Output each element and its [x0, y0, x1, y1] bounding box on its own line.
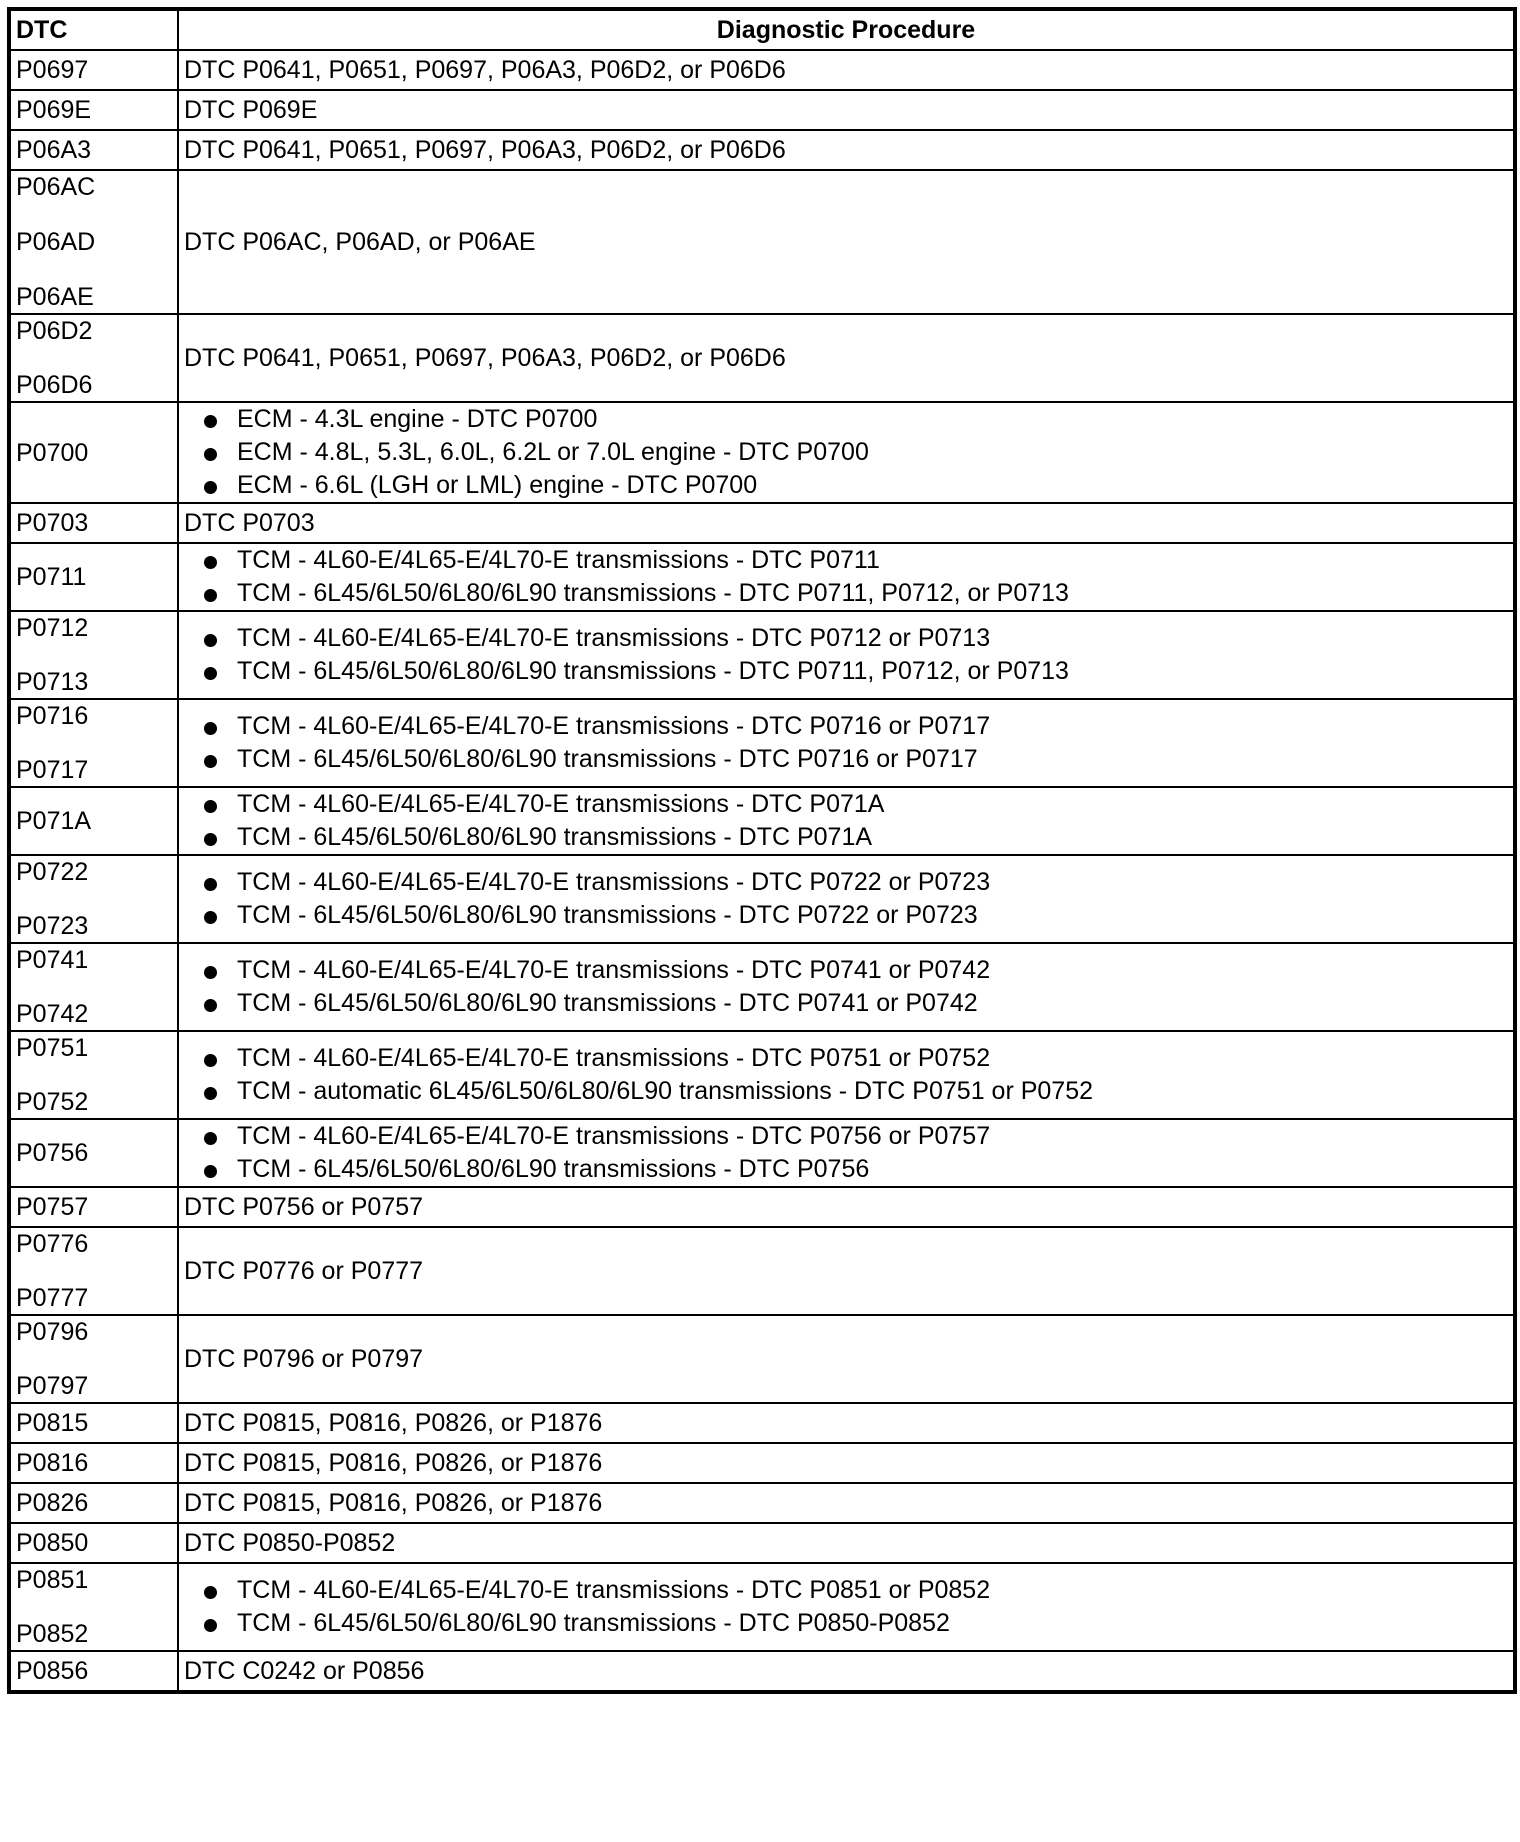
table-row	[9, 611, 1515, 699]
dtc-code: P06D6	[16, 371, 93, 399]
dtc-cell	[9, 1187, 178, 1227]
dtc-code: P0713	[16, 668, 89, 696]
procedure-cell	[178, 50, 1515, 90]
procedure-cell	[178, 170, 1515, 314]
procedure-cell	[178, 611, 1515, 699]
dtc-cell	[9, 699, 178, 787]
dtc-code: P06AE	[16, 283, 94, 311]
dtc-code: P0742	[16, 1000, 89, 1028]
procedure-cell	[178, 787, 1515, 855]
procedure-bullet-list	[184, 710, 1508, 776]
procedure-text: DTC P0850-P0852	[184, 1529, 396, 1557]
procedure-text: DTC C0242 or P0856	[184, 1657, 425, 1685]
table-row	[9, 1119, 1515, 1187]
dtc-cell	[9, 1227, 178, 1315]
dtc-cell	[9, 611, 178, 699]
table-row	[9, 1403, 1515, 1443]
dtc-cell	[9, 90, 178, 130]
procedure-bullet-list	[184, 1042, 1508, 1108]
procedure-bullet-item: TCM - automatic 6L45/6L50/6L80/6L90 transmissions - DTC P0751 or P0752	[204, 1075, 1508, 1108]
dtc-code: P0697	[16, 56, 89, 84]
table-row	[9, 1187, 1515, 1227]
procedure-bullet-item: TCM - 4L60-E/4L65-E/4L70-E transmissions - DTC P0722 or P0723	[204, 866, 1508, 899]
dtc-code: P0856	[16, 1657, 89, 1685]
dtc-code: P0852	[16, 1620, 89, 1648]
procedure-bullet-item: TCM - 6L45/6L50/6L80/6L90 transmissions - DTC P0850-P0852	[204, 1607, 1508, 1640]
table-row	[9, 50, 1515, 90]
procedure-bullet-item: TCM - 4L60-E/4L65-E/4L70-E transmissions - DTC P0712 or P0713	[204, 622, 1508, 655]
table-row	[9, 1443, 1515, 1483]
dtc-cell	[9, 943, 178, 1031]
procedure-bullet-list	[184, 866, 1508, 932]
procedure-bullet-item: TCM - 4L60-E/4L65-E/4L70-E transmissions - DTC P0741 or P0742	[204, 954, 1508, 987]
table-row	[9, 855, 1515, 943]
dtc-cell	[9, 314, 178, 402]
procedure-cell	[178, 1031, 1515, 1119]
procedure-cell	[178, 1651, 1515, 1692]
procedure-cell	[178, 855, 1515, 943]
dtc-code: P0703	[16, 509, 89, 537]
table-row	[9, 1227, 1515, 1315]
procedure-text: DTC P0815, P0816, P0826, or P1876	[184, 1409, 603, 1437]
dtc-cell	[9, 130, 178, 170]
procedure-cell	[178, 543, 1515, 611]
dtc-cell	[9, 1031, 178, 1119]
dtc-code: P0717	[16, 756, 89, 784]
procedure-bullet-item: TCM - 6L45/6L50/6L80/6L90 transmissions - DTC P0716 or P0717	[204, 743, 1508, 776]
procedure-cell	[178, 1187, 1515, 1227]
procedure-text: DTC P0815, P0816, P0826, or P1876	[184, 1489, 603, 1517]
dtc-cell	[9, 1443, 178, 1483]
table-row	[9, 1315, 1515, 1403]
dtc-cell	[9, 503, 178, 543]
procedure-bullet-item: ECM - 4.8L, 5.3L, 6.0L, 6.2L or 7.0L engine - DTC P0700	[204, 436, 1508, 469]
table-row	[9, 699, 1515, 787]
table-row	[9, 787, 1515, 855]
procedure-bullet-item: TCM - 4L60-E/4L65-E/4L70-E transmissions - DTC P0751 or P0752	[204, 1042, 1508, 1075]
dtc-code: P0752	[16, 1088, 89, 1116]
procedure-cell	[178, 90, 1515, 130]
procedure-cell	[178, 130, 1515, 170]
dtc-cell	[9, 1563, 178, 1651]
procedure-cell	[178, 1119, 1515, 1187]
procedure-bullet-item: TCM - 4L60-E/4L65-E/4L70-E transmissions - DTC P0756 or P0757	[204, 1120, 1508, 1153]
table-row	[9, 1483, 1515, 1523]
dtc-cell	[9, 1483, 178, 1523]
dtc-cell	[9, 1651, 178, 1692]
table-row	[9, 943, 1515, 1031]
dtc-code: P0751	[16, 1034, 89, 1062]
procedure-cell	[178, 943, 1515, 1031]
procedure-bullet-list	[184, 544, 1508, 610]
procedure-cell	[178, 1563, 1515, 1651]
dtc-code: P0816	[16, 1449, 89, 1477]
dtc-code: P0850	[16, 1529, 89, 1557]
dtc-procedure-table	[7, 7, 1517, 1694]
dtc-code: P0776	[16, 1230, 89, 1258]
dtc-cell	[9, 1523, 178, 1563]
procedure-cell	[178, 1483, 1515, 1523]
dtc-column-header: DTC	[9, 9, 178, 50]
procedure-bullet-list	[184, 1574, 1508, 1640]
procedure-bullet-item: TCM - 4L60-E/4L65-E/4L70-E transmissions - DTC P0851 or P0852	[204, 1574, 1508, 1607]
dtc-code: P0722	[16, 858, 89, 886]
dtc-cell	[9, 170, 178, 314]
dtc-code: P0777	[16, 1284, 89, 1312]
table-row	[9, 130, 1515, 170]
dtc-cell	[9, 50, 178, 90]
procedure-cell	[178, 699, 1515, 787]
procedure-text: DTC P069E	[184, 96, 318, 124]
procedure-bullet-item: TCM - 6L45/6L50/6L80/6L90 transmissions - DTC P0711, P0712, or P0713	[204, 655, 1508, 688]
procedure-cell	[178, 1443, 1515, 1483]
table-body	[9, 50, 1515, 1692]
procedure-text: DTC P0641, P0651, P0697, P06A3, P06D2, or P06D6	[184, 56, 786, 84]
procedure-bullet-item: TCM - 4L60-E/4L65-E/4L70-E transmissions - DTC P071A	[204, 788, 1508, 821]
dtc-code: P0826	[16, 1489, 89, 1517]
procedure-text: DTC P0756 or P0757	[184, 1193, 424, 1221]
procedure-cell	[178, 1523, 1515, 1563]
dtc-code: P06AC	[16, 173, 96, 201]
procedure-cell	[178, 1227, 1515, 1315]
dtc-code: P0711	[16, 563, 87, 591]
dtc-code: P0815	[16, 1409, 89, 1437]
table-row	[9, 170, 1515, 314]
procedure-text: DTC P0776 or P0777	[184, 1257, 424, 1285]
procedure-bullet-item: TCM - 6L45/6L50/6L80/6L90 transmissions - DTC P071A	[204, 821, 1508, 854]
procedure-bullet-item: TCM - 6L45/6L50/6L80/6L90 transmissions - DTC P0722 or P0723	[204, 899, 1508, 932]
procedure-cell	[178, 503, 1515, 543]
procedure-bullet-item: ECM - 6.6L (LGH or LML) engine - DTC P0700	[204, 469, 1508, 502]
dtc-code: P0796	[16, 1318, 89, 1346]
table-row	[9, 314, 1515, 402]
procedure-text: DTC P06AC, P06AD, or P06AE	[184, 228, 536, 256]
procedure-bullet-item: TCM - 4L60-E/4L65-E/4L70-E transmissions - DTC P0711	[204, 544, 1508, 577]
procedure-text: DTC P0796 or P0797	[184, 1345, 424, 1373]
dtc-code: P0757	[16, 1193, 89, 1221]
dtc-code: P069E	[16, 96, 92, 124]
procedure-text: DTC P0815, P0816, P0826, or P1876	[184, 1449, 603, 1477]
dtc-cell	[9, 402, 178, 503]
dtc-code: P0712	[16, 614, 89, 642]
dtc-code: P06A3	[16, 136, 92, 164]
procedure-bullet-item: TCM - 6L45/6L50/6L80/6L90 transmissions - DTC P0741 or P0742	[204, 987, 1508, 1020]
procedure-text: DTC P0703	[184, 509, 315, 537]
procedure-text: DTC P0641, P0651, P0697, P06A3, P06D2, or P06D6	[184, 136, 786, 164]
table-row	[9, 1651, 1515, 1692]
procedure-bullet-item: TCM - 6L45/6L50/6L80/6L90 transmissions - DTC P0756	[204, 1153, 1508, 1186]
table-row	[9, 1031, 1515, 1119]
table-row	[9, 503, 1515, 543]
dtc-cell	[9, 787, 178, 855]
dtc-code: P0700	[16, 438, 89, 467]
dtc-code: P0716	[16, 702, 89, 730]
table-row	[9, 543, 1515, 611]
table-row	[9, 1523, 1515, 1563]
dtc-code: P0756	[16, 1139, 89, 1167]
procedure-bullet-item: ECM - 4.3L engine - DTC P0700	[204, 403, 1508, 436]
procedure-bullet-list	[184, 622, 1508, 688]
dtc-cell	[9, 1403, 178, 1443]
table-row	[9, 1563, 1515, 1651]
dtc-cell	[9, 1315, 178, 1403]
procedure-bullet-item: TCM - 4L60-E/4L65-E/4L70-E transmissions - DTC P0716 or P0717	[204, 710, 1508, 743]
procedure-bullet-list	[184, 954, 1508, 1020]
table-header-row	[9, 9, 1515, 50]
procedure-bullet-list	[184, 403, 1508, 502]
dtc-cell	[9, 1119, 178, 1187]
table-row	[9, 402, 1515, 503]
procedure-cell	[178, 1403, 1515, 1443]
procedure-column-header: Diagnostic Procedure	[178, 9, 1515, 50]
dtc-code: P0741	[16, 946, 89, 974]
dtc-code: P06D2	[16, 317, 93, 345]
table-row	[9, 90, 1515, 130]
procedure-cell	[178, 1315, 1515, 1403]
dtc-code: P0723	[16, 912, 89, 940]
procedure-cell	[178, 402, 1515, 503]
dtc-cell	[9, 855, 178, 943]
dtc-code: P06AD	[16, 228, 96, 256]
dtc-code: P0851	[16, 1566, 89, 1594]
dtc-code: P071A	[16, 807, 92, 835]
procedure-bullet-list	[184, 1120, 1508, 1186]
procedure-bullet-list	[184, 788, 1508, 854]
dtc-cell	[9, 543, 178, 611]
procedure-cell	[178, 314, 1515, 402]
procedure-text: DTC P0641, P0651, P0697, P06A3, P06D2, or P06D6	[184, 344, 786, 372]
dtc-code: P0797	[16, 1372, 89, 1400]
procedure-bullet-item: TCM - 6L45/6L50/6L80/6L90 transmissions - DTC P0711, P0712, or P0713	[204, 577, 1508, 610]
